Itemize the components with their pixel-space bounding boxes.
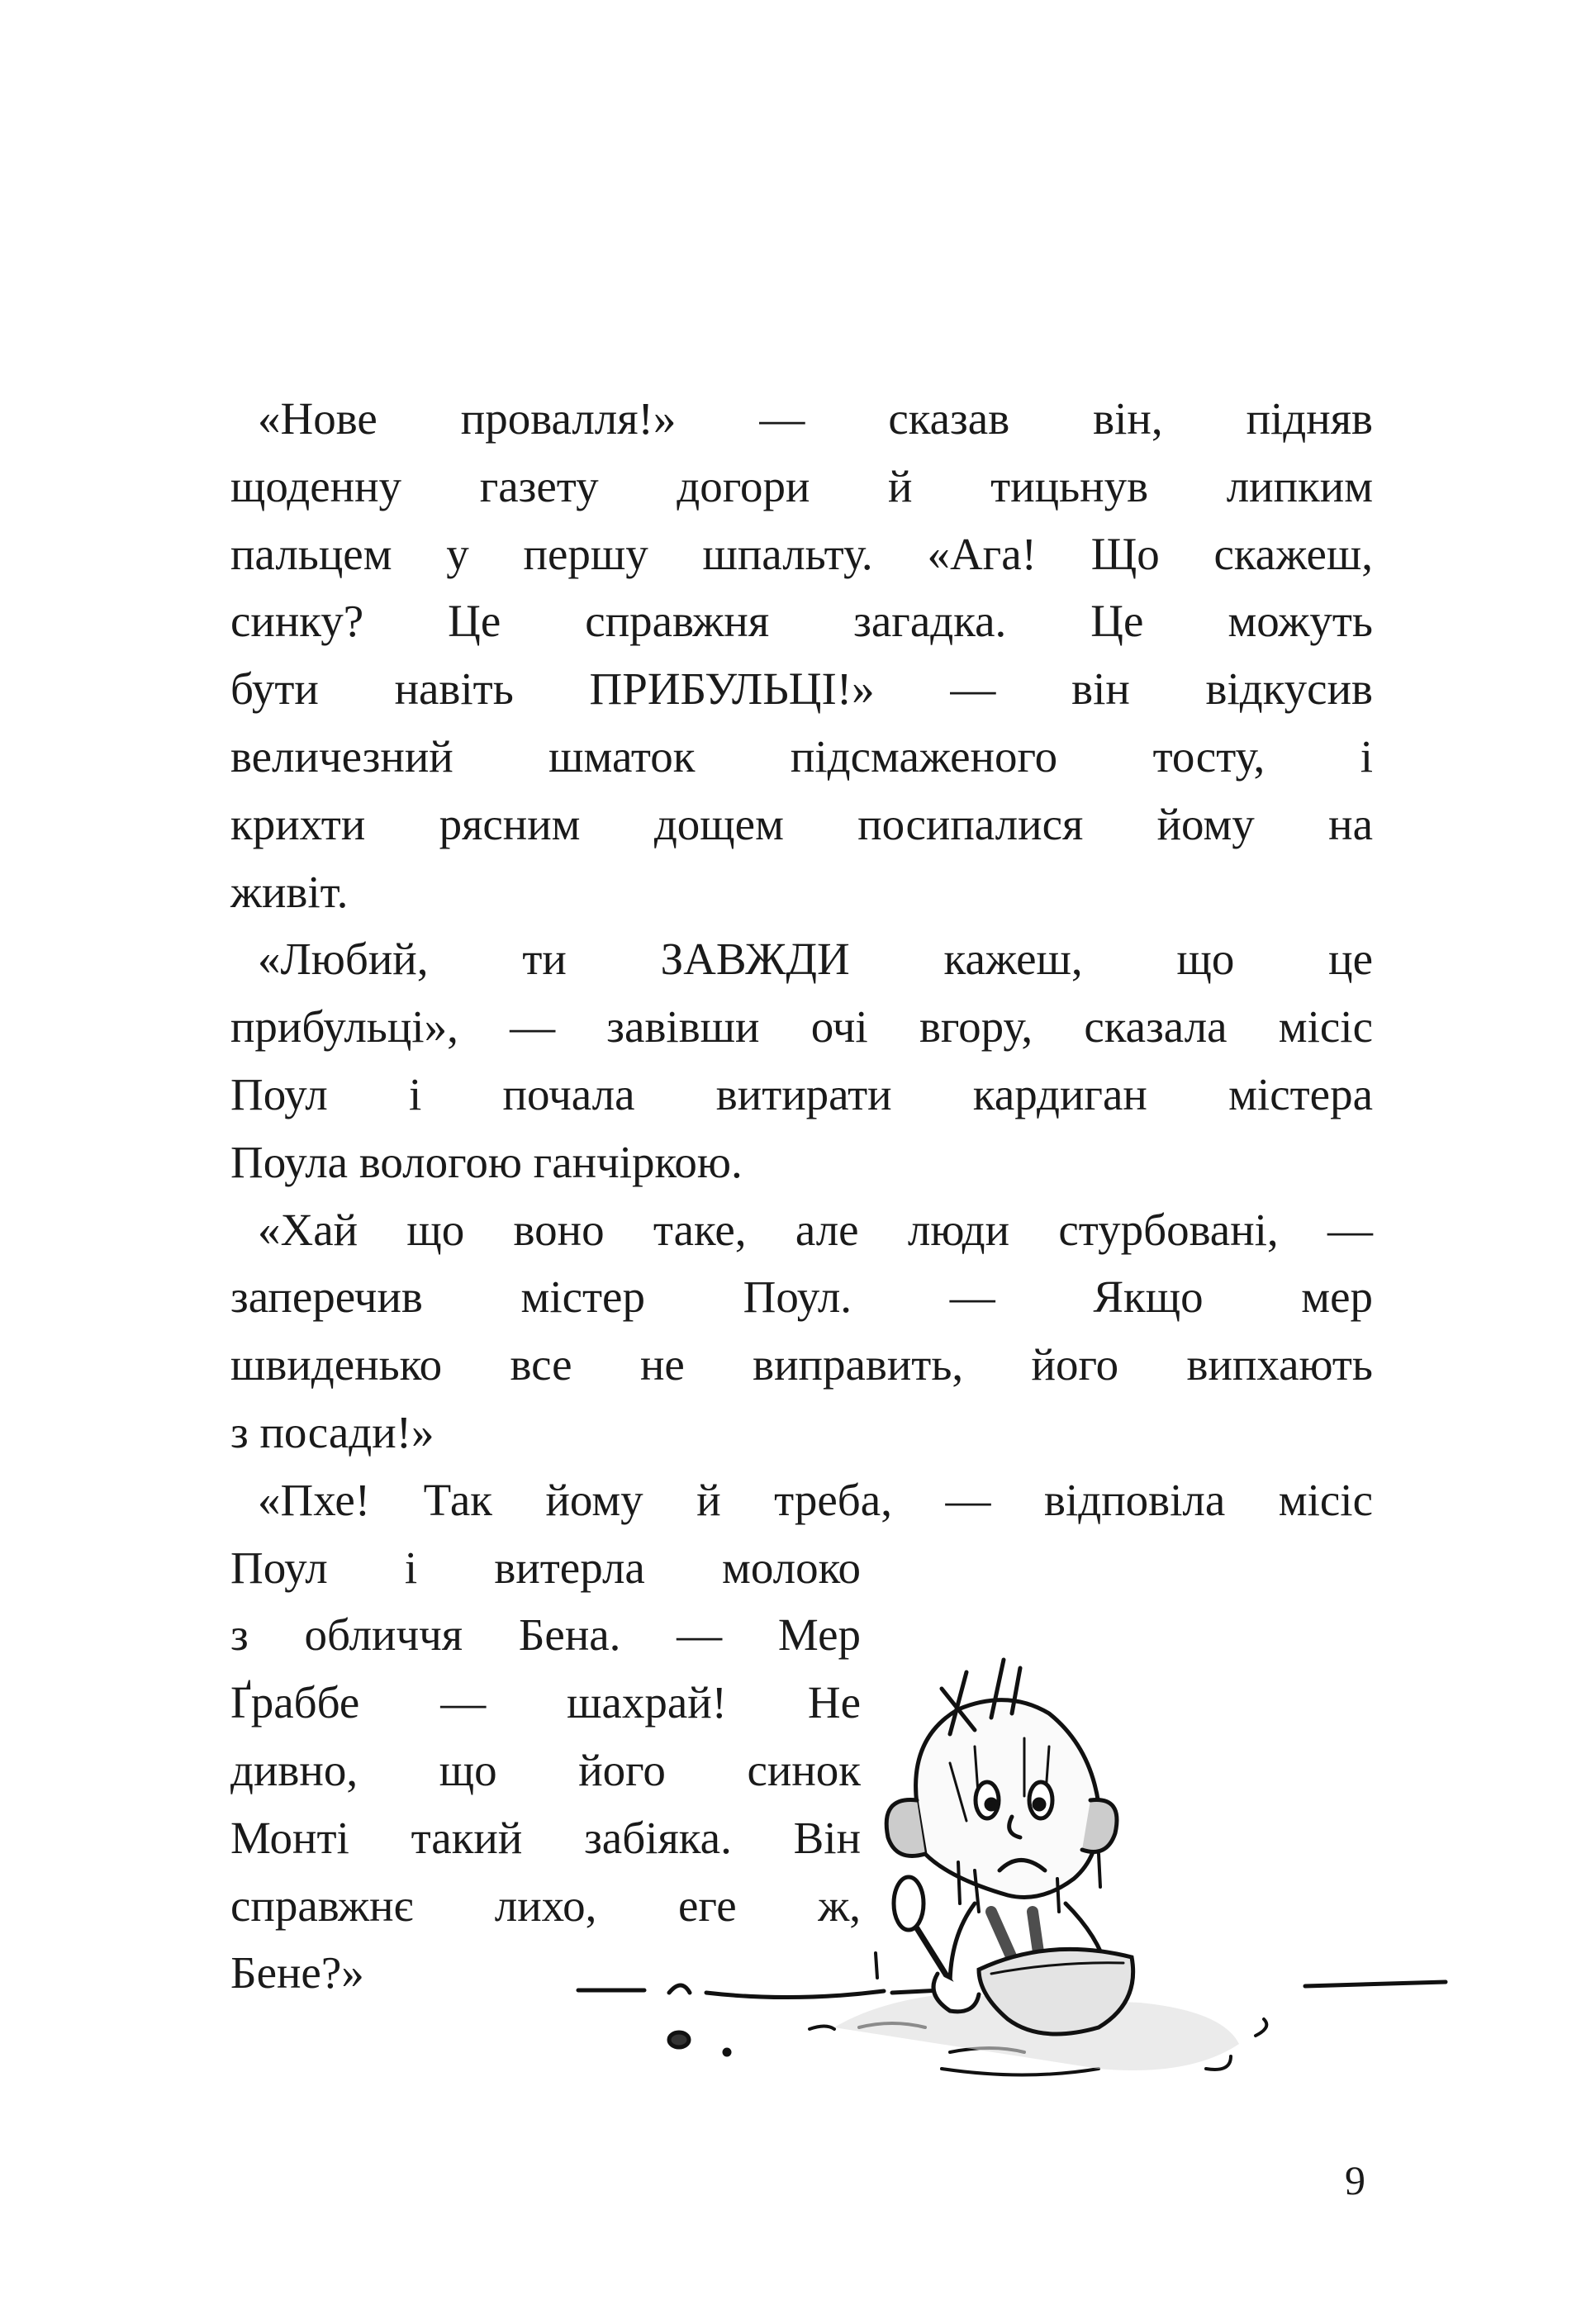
text-line: величезний шматок підсмаженого тосту, і <box>230 730 1373 782</box>
text-line: з обличчя Бена. — Мер <box>230 1609 861 1661</box>
text-line: Бене?» <box>230 1947 364 1998</box>
text-line: справжнє лихо, еге ж, <box>230 1880 861 1931</box>
text-line: Поула вологою ганчіркою. <box>230 1136 743 1187</box>
text-line: живіт. <box>230 866 349 917</box>
text-line: Монті такий забіяка. Він <box>230 1812 861 1863</box>
text-line: заперечив містер Поул. — Якщо мер <box>230 1271 1373 1323</box>
text-line: дивно, що його синок <box>230 1744 861 1795</box>
text-line: Поул і почала витирати кардиган містера <box>230 1068 1373 1119</box>
text-line: синку? Це справжня загадка. Це можуть <box>230 596 1373 647</box>
text-line: «Любий, ти ЗАВЖДИ кажеш, що це <box>258 934 1373 985</box>
text-line: «Хай що воно таке, але люди стурбовані, — <box>258 1204 1373 1255</box>
page-number: 9 <box>1345 2157 1365 2203</box>
text-line: «Нове провалля!» — сказав він, підняв <box>258 393 1373 444</box>
body-text <box>230 385 1373 2007</box>
text-line: крихти рясним дощем посипалися йому на <box>230 798 1373 849</box>
text-line: «Пхе! Так йому й треба, — відповіла місіс <box>258 1474 1373 1525</box>
text-line: з посади!» <box>230 1406 434 1457</box>
text-line: Поул і витерла молоко <box>230 1542 861 1593</box>
text-line: прибульці», — завівши очі вгору, сказала місіс <box>230 1001 1373 1053</box>
text-line: бути навіть ПРИБУЛЬЦІ!» — він відкусив <box>230 663 1373 715</box>
text-line: пальцем у першу шпальту. «Ага! Що скажеш, <box>230 528 1373 579</box>
text-line: щоденну газету догори й тицьнув липким <box>230 460 1373 511</box>
text-line: швиденько все не виправить, його випхають <box>230 1339 1373 1390</box>
text-line: Ґраббе — шахрай! Не <box>230 1677 861 1728</box>
